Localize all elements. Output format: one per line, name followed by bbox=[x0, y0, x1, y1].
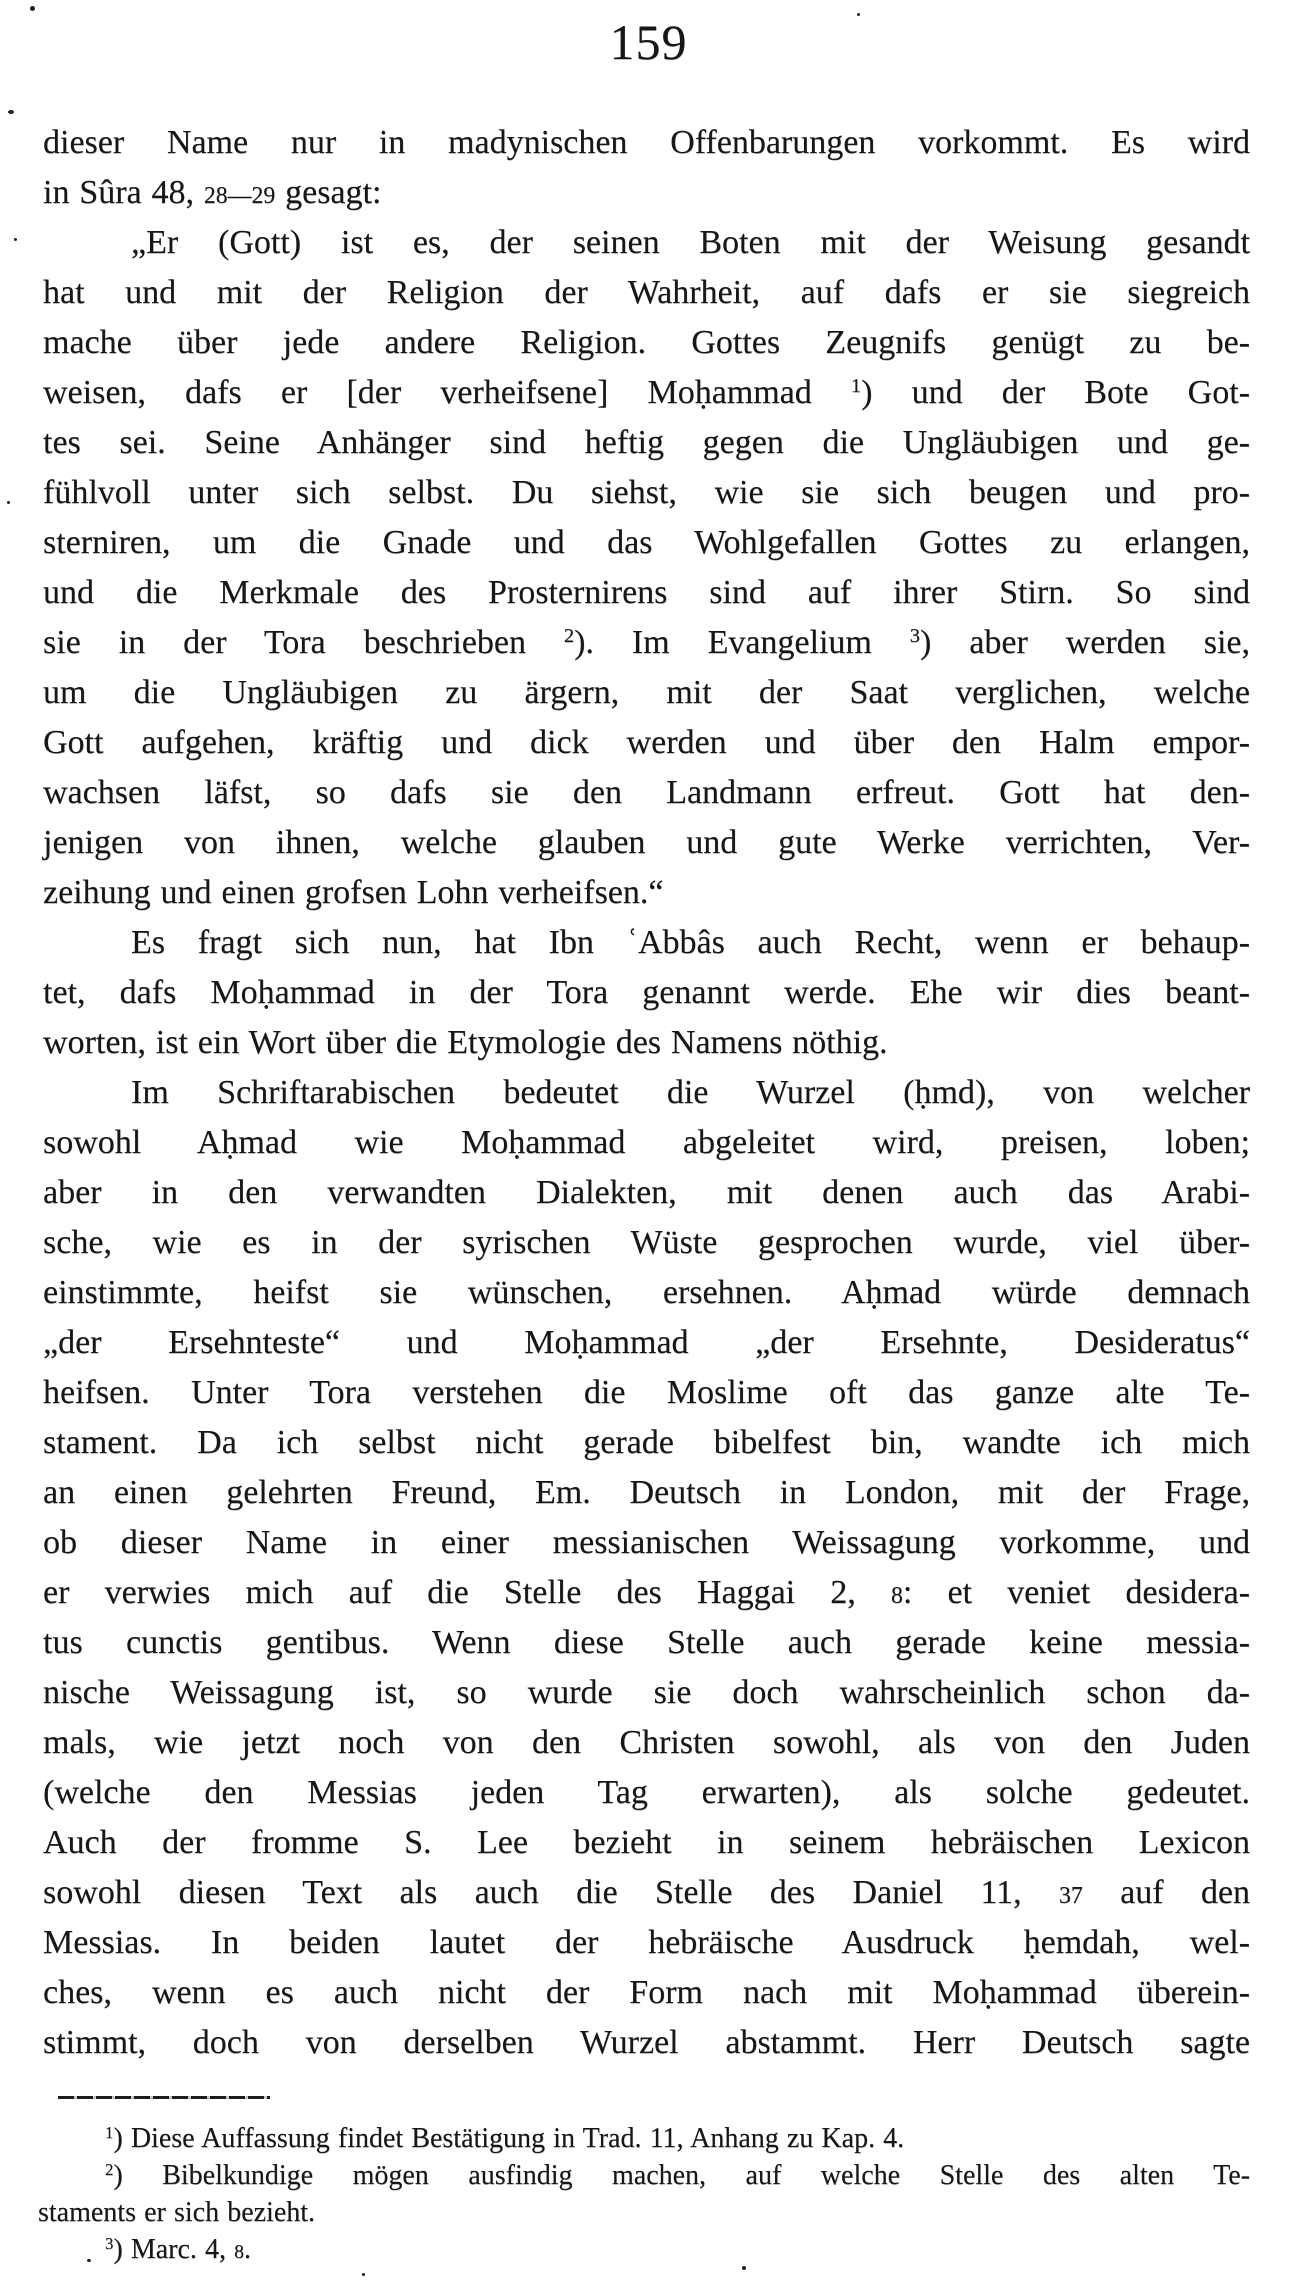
text-line bbox=[43, 368, 1250, 418]
text-segment: sterniren, um die Gnade und das Wohlgefallen Gottes zu erlangen, bbox=[43, 524, 1250, 561]
text-line bbox=[43, 1268, 1250, 1318]
footnote-marker: 3 bbox=[105, 2233, 114, 2253]
text-segment: aber in den verwandten Dialekten, mit denen auch das Arabi- bbox=[43, 1174, 1250, 1211]
footnote-marker: 2 bbox=[105, 2159, 114, 2179]
text-segment: Es fragt sich nun, hat Ibn ʿAbbâs auch Recht, wenn er behaup- bbox=[131, 924, 1250, 961]
text-segment: dieser Name nur in madynischen Offenbarungen vorkommt. Es wird bbox=[43, 124, 1250, 161]
scan-artifact bbox=[87, 2259, 91, 2262]
text-segment: 28—29 bbox=[203, 183, 276, 209]
text-segment: (welche den Messias jeden Tag erwarten), als solche gedeutet. bbox=[43, 1774, 1250, 1811]
text-line bbox=[43, 718, 1250, 768]
text-segment: und die Merkmale des Prosternirens sind auf ihrer Stirn. So sind bbox=[43, 574, 1250, 611]
scan-artifact bbox=[362, 2273, 365, 2276]
text-segment: sie in der Tora beschrieben bbox=[43, 624, 564, 661]
text-segment: sowohl diesen Text als auch die Stelle des Daniel 11, bbox=[43, 1874, 1059, 1911]
text-line bbox=[43, 1118, 1250, 1168]
text-segment: tes sei. Seine Anhänger sind heftig gegen die Ungläubigen und ge- bbox=[43, 424, 1250, 461]
text-segment: 8 bbox=[234, 2242, 244, 2263]
text-line bbox=[43, 518, 1250, 568]
scan-artifact bbox=[30, 6, 35, 11]
text-segment: nische Weissagung ist, so wurde sie doch wahrscheinlich schon da- bbox=[43, 1674, 1250, 1711]
text-line bbox=[43, 1568, 1250, 1618]
text-line bbox=[43, 568, 1250, 618]
text-line bbox=[38, 2231, 1250, 2268]
text-line bbox=[43, 1068, 1250, 1118]
text-segment: in Sûra 48, bbox=[43, 174, 204, 211]
text-line bbox=[43, 918, 1250, 968]
text-segment: . bbox=[243, 2234, 251, 2265]
text-segment: Auch der fromme S. Lee bezieht in seinem hebräischen Lexicon bbox=[43, 1824, 1250, 1861]
text-segment: stimmt, doch von derselben Wurzel abstammt. Herr Deutsch sagte bbox=[43, 2024, 1250, 2061]
text-segment: jenigen von ihnen, welche glauben und gute Werke verrichten, Ver- bbox=[43, 824, 1250, 861]
footnote-marker: 3 bbox=[909, 624, 920, 647]
text-line bbox=[43, 868, 1250, 918]
text-segment: staments er sich bezieht. bbox=[38, 2197, 316, 2228]
text-line bbox=[43, 418, 1250, 468]
text-line bbox=[43, 2018, 1250, 2068]
text-line bbox=[43, 968, 1250, 1018]
text-line bbox=[43, 1868, 1250, 1918]
text-segment: mache über jede andere Religion. Gottes Zeugnifs genügt zu be- bbox=[43, 324, 1250, 361]
text-line bbox=[43, 1018, 1250, 1068]
body-text bbox=[43, 118, 1250, 2068]
text-segment: an einen gelehrten Freund, Em. Deutsch in London, mit der Frage, bbox=[43, 1474, 1250, 1511]
text-segment: 37 bbox=[1058, 1883, 1083, 1909]
text-line bbox=[43, 1768, 1250, 1818]
text-segment: worten, ist ein Wort über die Etymologie des Namens nöthig. bbox=[43, 1024, 888, 1061]
text-line bbox=[43, 1318, 1250, 1368]
text-segment: ches, wenn es auch nicht der Form nach mit Moḥammad überein- bbox=[43, 1974, 1250, 2011]
footnote-marker: 1 bbox=[850, 374, 862, 397]
scan-artifact bbox=[7, 501, 10, 504]
text-segment: ) Marc. 4, bbox=[113, 2234, 235, 2265]
text-line bbox=[43, 1618, 1250, 1668]
text-segment: ). Im Evangelium bbox=[574, 624, 910, 661]
text-segment: gesagt: bbox=[275, 174, 382, 211]
text-line bbox=[43, 1468, 1250, 1518]
text-segment: weisen, dafs er [der verheifsene] Moḥammad bbox=[43, 374, 851, 411]
text-segment: einstimmte, heifst sie wünschen, ersehnen. Aḥmad würde demnach bbox=[43, 1274, 1250, 1311]
text-line bbox=[43, 118, 1250, 168]
footnote-marker: 1 bbox=[105, 2122, 114, 2142]
text-line bbox=[43, 1218, 1250, 1268]
text-segment: sche, wie es in der syrischen Wüste gesprochen wurde, viel über- bbox=[43, 1224, 1250, 1261]
text-segment: er verwies mich auf die Stelle des Haggai 2, bbox=[43, 1574, 891, 1611]
text-line bbox=[43, 668, 1250, 718]
page-number: 159 bbox=[609, 14, 688, 70]
text-segment: ) Diese Auffassung findet Bestätigung in Trad. 11, Anhang zu Kap. 4. bbox=[113, 2123, 905, 2154]
text-segment: sowohl Aḥmad wie Moḥammad abgeleitet wird, preisen, loben; bbox=[43, 1124, 1250, 1161]
text-segment: auf den bbox=[1082, 1874, 1250, 1911]
text-segment: Im Schriftarabischen bedeutet die Wurzel (ḥmd), von welcher bbox=[131, 1074, 1250, 1111]
text-segment: „Er (Gott) ist es, der seinen Boten mit der Weisung gesandt bbox=[131, 224, 1250, 261]
text-line bbox=[43, 1818, 1250, 1868]
text-segment: stament. Da ich selbst nicht gerade bibelfest bin, wandte ich mich bbox=[43, 1424, 1250, 1461]
text-line bbox=[43, 1418, 1250, 1468]
text-segment: „der Ersehnteste“ und Moḥammad „der Ersehnte, Desideratus“ bbox=[43, 1324, 1250, 1361]
text-line bbox=[43, 318, 1250, 368]
text-line bbox=[43, 768, 1250, 818]
text-segment: Gott aufgehen, kräftig und dick werden und über den Halm empor- bbox=[43, 724, 1250, 761]
text-line bbox=[43, 1718, 1250, 1768]
scan-artifact bbox=[742, 2266, 746, 2270]
text-segment: fühlvoll unter sich selbst. Du siehst, wie sie sich beugen und pro- bbox=[43, 474, 1250, 511]
footnotes bbox=[38, 2120, 1250, 2268]
text-line bbox=[38, 2157, 1250, 2194]
text-segment: ) Bibelkundige mögen ausfindig machen, auf welche Stelle des alten Te- bbox=[113, 2160, 1250, 2191]
text-segment: um die Ungläubigen zu ärgern, mit der Saat verglichen, welche bbox=[43, 674, 1250, 711]
text-line bbox=[43, 1968, 1250, 2018]
text-line bbox=[43, 818, 1250, 868]
text-segment: heifsen. Unter Tora verstehen die Moslime oft das ganze alte Te- bbox=[43, 1374, 1250, 1411]
text-segment: 8 bbox=[890, 1583, 903, 1609]
text-line bbox=[43, 1668, 1250, 1718]
text-line bbox=[38, 2194, 1250, 2231]
text-line bbox=[43, 168, 1250, 218]
text-segment: wachsen läfst, so dafs sie den Landmann erfreut. Gott hat den- bbox=[43, 774, 1250, 811]
text-segment: ) aber werden sie, bbox=[920, 624, 1250, 661]
text-segment: zeihung und einen grofsen Lohn verheifsen.“ bbox=[43, 874, 664, 911]
text-segment: ob dieser Name in einer messianischen Weissagung vorkomme, und bbox=[43, 1524, 1250, 1561]
text-line bbox=[43, 1518, 1250, 1568]
text-segment: ) und der Bote Got- bbox=[861, 374, 1250, 411]
scan-artifact bbox=[8, 110, 14, 114]
text-segment: hat und mit der Religion der Wahrheit, auf dafs er sie siegreich bbox=[43, 274, 1250, 311]
text-segment: : et veniet desidera- bbox=[902, 1574, 1250, 1611]
text-segment: tet, dafs Moḥammad in der Tora genannt werde. Ehe wir dies beant- bbox=[43, 974, 1250, 1011]
footnote-marker: 2 bbox=[563, 624, 575, 647]
footnote-rule bbox=[58, 2096, 270, 2099]
text-line bbox=[43, 1918, 1250, 1968]
text-line bbox=[43, 268, 1250, 318]
scan-artifact bbox=[857, 13, 860, 16]
text-line bbox=[38, 2120, 1250, 2157]
text-line bbox=[43, 1168, 1250, 1218]
text-segment: Messias. In beiden lautet der hebräische Ausdruck ḥemdah, wel- bbox=[43, 1924, 1250, 1961]
text-line bbox=[43, 618, 1250, 668]
scan-artifact bbox=[14, 238, 17, 241]
text-segment: mals, wie jetzt noch von den Christen sowohl, als von den Juden bbox=[43, 1724, 1250, 1761]
text-line bbox=[43, 218, 1250, 268]
text-line bbox=[43, 468, 1250, 518]
text-line bbox=[43, 1368, 1250, 1418]
text-segment: tus cunctis gentibus. Wenn diese Stelle auch gerade keine messia- bbox=[43, 1624, 1250, 1661]
